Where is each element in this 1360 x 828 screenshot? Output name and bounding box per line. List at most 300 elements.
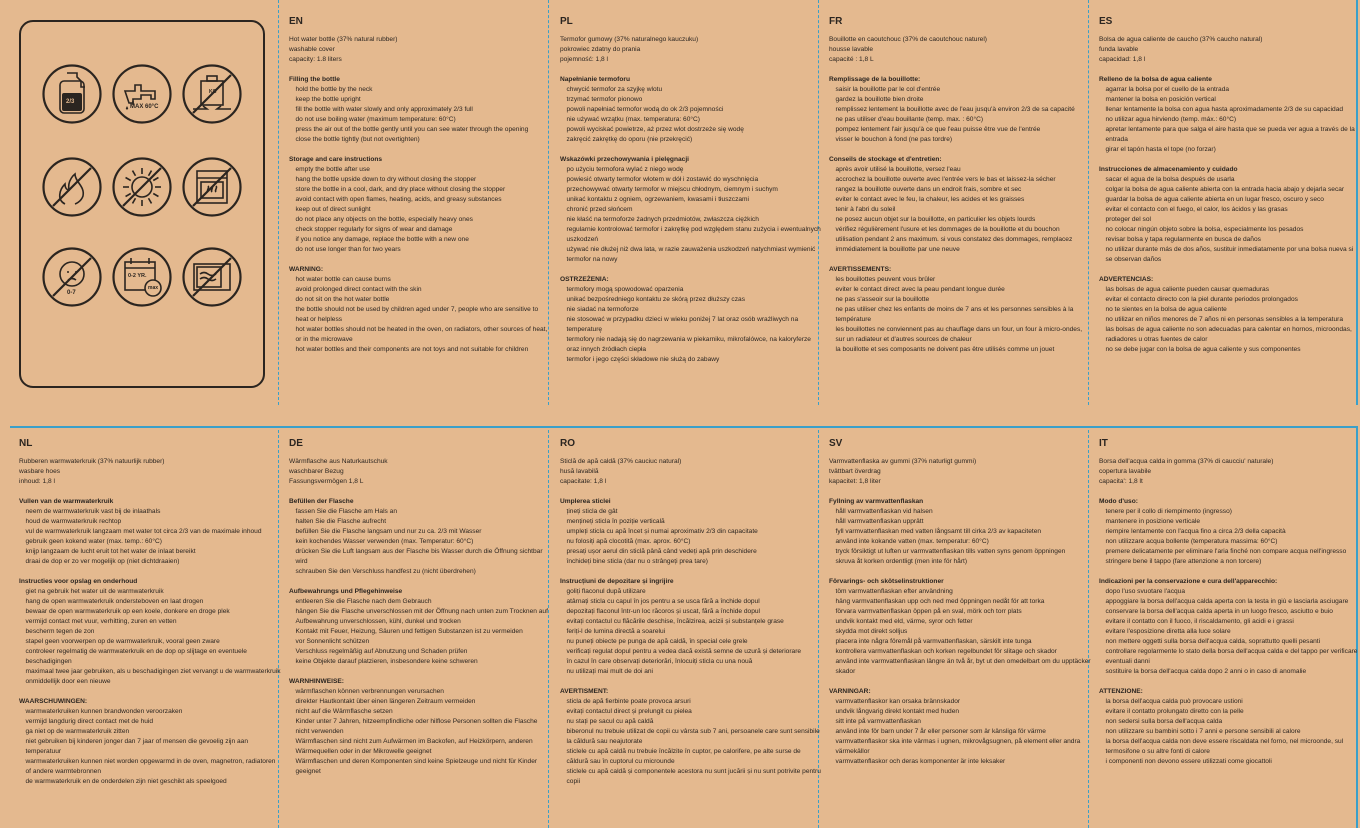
- product-info-line: capacity: 1.8 liters: [289, 56, 342, 63]
- language-code: SV: [829, 438, 843, 449]
- instruction-item: Aufbewahrung unverschlossen, kühl, dunkel und trocken: [295, 618, 461, 625]
- instruction-item: niet gebruiken bij kinderen jonger dan 7 jaar of mensen die gevoelig zijn aan temperatuur: [25, 738, 249, 755]
- instruction-item: placera inte några föremål på varmvattenflaskan, särskilt inte tunga: [835, 638, 1032, 645]
- instruction-item: no utilizar en niños menores de 7 años ni en personas sensibles a la temperatura: [1105, 316, 1344, 323]
- instruction-item: ne posez aucun objet sur la bouillotte, en particulier les objets lourds: [835, 216, 1036, 223]
- instruction-item: Kinder unter 7 Jahren, hitzeempfindliche oder hilflose Personen sollten die Flasche nicht verwenden: [295, 718, 538, 735]
- instruction-item: undvik kontakt med eld, värme, syror och fetter: [835, 618, 973, 625]
- instruction-item: hot water bottles should not be heated in the oven, on radiators, other sources of heat, or in the microwave: [295, 326, 548, 343]
- language-code: RO: [560, 438, 575, 449]
- instruction-item: håll varmvattenflaskan upprätt: [835, 518, 924, 525]
- instruction-item: powiesić otwarty termofor wlotem w dół i zostawić do wyschnięcia: [566, 176, 759, 183]
- instruction-item: vor Sonnenlicht schützen: [295, 638, 370, 645]
- product-info: [560, 457, 822, 487]
- product-info-line: wasbare hoes: [19, 468, 61, 475]
- product-info-line: Hot water bottle (37% natural rubber): [289, 36, 398, 43]
- max-two-years-icon: [111, 246, 173, 308]
- instruction-item: nu folosiți apă clocotită (max. aprox. 60°C): [566, 538, 691, 545]
- instruction-item: unikać kontaktu z ogniem, ogrzewaniem, kwasami i tłuszczami: [566, 196, 750, 203]
- section-heading: Conseils de stockage et d'entretien:: [829, 156, 942, 163]
- instruction-item: varmvattenflaskor kan orsaka brännskador: [835, 698, 961, 705]
- instruction-item: po użyciu termofora wylać z niego wodę: [566, 166, 684, 173]
- product-info-line: copertura lavabile: [1099, 468, 1152, 475]
- instruction-item: termofory nie nadają się do nagrzewania w piekarniku, mikrofalówce, na kaloryferze oraz innych źródłach ciepła: [566, 336, 811, 353]
- instruction-item: do not sit on the hot water bottle: [295, 296, 390, 303]
- language-column-pl: [560, 15, 822, 365]
- instruction-item: controleer regelmatig de warmwaterkruik en de dop op slijtage en eventuele beschadigingen: [25, 648, 247, 665]
- instruction-item: premere delicatamente per eliminare l'aria finché non compare acqua nell'ingresso: [1105, 548, 1347, 555]
- section-heading: Indicazioni per la conservazione e cura dell'apparecchio:: [1099, 578, 1278, 585]
- instruction-item: dopo l'uso svuotare l'acqua: [1105, 588, 1185, 595]
- instruction-item: keep the bottle upright: [295, 96, 361, 103]
- product-info-line: capacita': 1,8 lt: [1099, 478, 1143, 485]
- instruction-item: saisir la bouillotte par le col d'entrée: [835, 86, 941, 93]
- language-column-nl: [19, 437, 281, 787]
- instruction-item: mantenere in posizione verticale: [1105, 518, 1201, 525]
- language-column-fr: [829, 15, 1091, 355]
- product-info: [289, 457, 551, 487]
- instruction-item: visser le bouchon à fond (ne pas tordre): [835, 136, 953, 143]
- section-heading: VARNINGAR:: [829, 688, 871, 695]
- instruction-item: închideți bine sticla (dar nu o strângeți prea tare): [566, 558, 708, 565]
- instruction-item: knijp langzaam de lucht eruit tot het water de inlaat bereikt: [25, 548, 196, 555]
- section-heading: Instrucțiuni de depozitare și îngrijire: [560, 578, 674, 585]
- product-info-line: capacidad: 1,8 l: [1099, 56, 1146, 63]
- product-info-line: Fassungsvermögen 1,8 L: [289, 478, 364, 485]
- instruction-item: check stopper regularly for signs of wear and damage: [295, 226, 453, 233]
- instruction-item: tenere per il collo di riempimento (ingresso): [1105, 508, 1232, 515]
- instruction-item: schrauben Sie den Verschluss handfest zu (nicht überdrehen): [295, 568, 476, 575]
- instruction-item: appoggiare la borsa dell'acqua calda aperta con la testa in giù e lasciarla asciugare: [1105, 598, 1349, 605]
- language-code: PL: [560, 16, 573, 27]
- instruction-section: [289, 155, 551, 255]
- product-info-line: pokrowiec zdatny do prania: [560, 46, 641, 53]
- instruction-item: do not use boiling water (maximum temperature: 60°C): [295, 116, 456, 123]
- instruction-item: la borsa dell'acqua calda può provocare ustioni: [1105, 698, 1243, 705]
- language-code: NL: [19, 438, 33, 449]
- instruction-item: hold the bottle by the neck: [295, 86, 373, 93]
- fold-line-dashed: [278, 0, 279, 405]
- section-heading: WARNING:: [289, 266, 324, 273]
- instruction-item: varmvattenflaskor ska inte värmas i ugnen, mikrovågsugnen, på element eller andra värmekällor: [835, 738, 1081, 755]
- instruction-item: Verschluss regelmäßig auf Abnutzung und Schaden prüfen: [295, 648, 468, 655]
- instruction-section: [560, 75, 822, 145]
- instruction-item: sacar el agua de la bolsa después de usarla: [1105, 176, 1235, 183]
- instruction-item: fassen Sie die Flasche am Hals an: [295, 508, 398, 515]
- icon-label: MAX 60°C: [130, 104, 159, 110]
- instruction-item: în cazul în care observați deteriorări, înlocuiți sticla cu una nouă: [566, 658, 753, 665]
- instruction-item: stringere bene il tappo (fare attenzione a non torcere): [1105, 558, 1262, 565]
- instruction-item: chronić przed słońcem: [566, 206, 633, 213]
- instruction-item: kontrollera varmvattenflaskan och korken regelbundet för slitage och skador: [835, 648, 1057, 655]
- instruction-item: stapel geen voorwerpen op de warmwaterkruik, vooral geen zware: [25, 638, 220, 645]
- instruction-item: no utilizar agua hirviendo (temp. máx.: 60°C): [1105, 116, 1237, 123]
- instruction-item: wärmflaschen können verbrennungen verursachen: [295, 688, 444, 695]
- section-heading: Filling the bottle: [289, 76, 340, 83]
- instruction-item: häng varmvattenflaskan upp och ned med öppningen nedåt för att torka: [835, 598, 1045, 605]
- instruction-item: nie używać wrzątku (max. temperatura: 60°C): [566, 116, 700, 123]
- instruction-item: bewaar de open warmwaterkruik op een koele, donkere en droge plek: [25, 608, 230, 615]
- instruction-item: termofor i jego części składowe nie służą do zabawy: [566, 356, 720, 363]
- instruction-item: store the bottle in a cool, dark, and dry place without closing the stopper: [295, 186, 506, 193]
- instruction-item: använd inte varmvattenflaskan längre än två år, byt ut den omedelbart om du upptäcker skador: [835, 658, 1091, 675]
- instruction-item: mantener la bolsa en posición vertical: [1105, 96, 1216, 103]
- instruction-section: [1099, 275, 1360, 355]
- instruction-item: eviter le contact avec le feu, la chaleur, les acides et les graisses: [835, 196, 1025, 203]
- instruction-item: colgar la bolsa de agua caliente abierta con la entrada hacia abajo y dejarla secar: [1105, 186, 1345, 193]
- section-heading: WARNHINWEISE:: [289, 678, 344, 685]
- instruction-item: girar el tapón hasta el tope (no forzar): [1105, 146, 1216, 153]
- instruction-item: la bouillotte et ses composants ne doivent pas être utilisés comme un jouet: [835, 346, 1055, 353]
- product-info-line: capacitate: 1,8 l: [560, 478, 607, 485]
- instruction-item: använd inte för barn under 7 år eller personer som är känsliga för värme: [835, 728, 1046, 735]
- instruction-item: non mettere oggetti sulla borsa dell'acqua calda, soprattutto quelli pesanti: [1105, 638, 1321, 645]
- instruction-section: [1099, 687, 1360, 767]
- instruction-item: accrochez la bouillotte ouverte avec l'entrée vers le bas et laissez-la sécher: [835, 176, 1056, 183]
- instruction-item: förvara varmvattenflaskan öppen på en sval, mörk och torr plats: [835, 608, 1022, 615]
- instruction-section: [1099, 577, 1360, 677]
- product-info: [1099, 35, 1360, 65]
- icon-label: max: [148, 285, 159, 291]
- instruction-item: presați ușor aerul din sticlă până când vedeți apă prin deschidere: [566, 548, 757, 555]
- instruction-section: [1099, 75, 1360, 155]
- instruction-item: apretar lentamente para que salga el aire hasta que se pueda ver agua a través de la entrada: [1105, 126, 1355, 143]
- instruction-item: hängen Sie die Flasche unverschlossen mit der Öffnung nach unten zum Trocknen auf: [295, 608, 548, 615]
- instruction-item: ne pas s'asseoir sur la bouillotte: [835, 296, 930, 303]
- instruction-item: nu stați pe sacul cu apă caldă: [566, 718, 654, 725]
- instruction-section: [829, 497, 1091, 567]
- product-info-line: capacité : 1,8 L: [829, 56, 874, 63]
- instruction-item: les bouillottes ne conviennent pas au chauffage dans un four, un four à micro-ondes, sur un radiateur et d'autres sources de chaleur: [835, 326, 1083, 343]
- instruction-item: après avoir utilisé la bouillotte, versez l'eau: [835, 166, 961, 173]
- instruction-item: evitați contactul direct și prelungit cu pielea: [566, 708, 692, 715]
- instruction-item: the bottle should not be used by children aged under 7, people who are sensitive to heat or helpless: [295, 306, 539, 323]
- instruction-item: keep out of direct sunlight: [295, 206, 371, 213]
- language-code: FR: [829, 16, 843, 27]
- instruction-section: [289, 75, 551, 145]
- product-info-line: Rubberen warmwaterkruik (37% natuurlijk rubber): [19, 458, 165, 465]
- product-info-line: Wärmflasche aus Naturkautschuk: [289, 458, 388, 465]
- section-heading: AVERTISMENT:: [560, 688, 609, 695]
- section-heading: ATTENZIONE:: [1099, 688, 1143, 695]
- product-info-line: Varmvattenflaska av gummi (37% naturligt gummi): [829, 458, 977, 465]
- instruction-item: les bouillottes peuvent vous brûler: [835, 276, 936, 283]
- instruction-item: skydda mot direkt solljus: [835, 628, 908, 635]
- instruction-item: las bolsas de agua caliente no son adecuadas para calentar en hornos, microondas, radiadores u otras fuentes de calor: [1105, 326, 1352, 343]
- product-info: [289, 35, 551, 65]
- product-info-line: Bolsa de agua caliente de caucho (37% caucho natural): [1099, 36, 1263, 43]
- instruction-item: håll varmvattenflaskan vid halsen: [835, 508, 933, 515]
- language-column-ro: [560, 437, 822, 787]
- instruction-item: gebruik geen kokend water (max. temp.: 60°C): [25, 538, 162, 545]
- product-info: [1099, 457, 1360, 487]
- instruction-item: evitați contactul cu flăcările deschise, încălzirea, acizii și substanțele grase: [566, 618, 784, 625]
- instruction-item: nie kłaść na termoforze żadnych przedmiotów, zwłaszcza ciężkich: [566, 216, 759, 223]
- section-heading: Modo d'uso:: [1099, 498, 1138, 505]
- instruction-item: non utilizzare su bambini sotto i 7 anni e persone sensibili al calore: [1105, 728, 1301, 735]
- instruction-item: no utilizar durante más de dos años, sustituir inmediatamente por una bolsa nueva si se observan daños: [1105, 246, 1354, 263]
- instruction-item: close the bottle tightly (but not overtighten): [295, 136, 420, 143]
- instruction-item: utilisation pendant 2 ans maximum. si vous constatez des dommages, remplacez immédiatement la bouillotte par une neuve: [835, 236, 1073, 253]
- instruction-item: ne pas utiliser d'eau bouillante (temp. max. : 60°C): [835, 116, 984, 123]
- instruction-item: agarrar la bolsa por el cuello de la entrada: [1105, 86, 1230, 93]
- instruction-section: [560, 577, 822, 677]
- instruction-item: przechowywać otwarty termofor w miejscu chłodnym, ciemnym i suchym: [566, 186, 778, 193]
- instruction-item: nie siadać na termoforze: [566, 306, 639, 313]
- instruction-item: vermijd langdurig direct contact met de huid: [25, 718, 154, 725]
- section-heading: Instructies voor opslag en onderhoud: [19, 578, 138, 585]
- no-microwave-icon: [181, 246, 243, 308]
- section-heading: Instrucciones de almacenamiento y cuidado: [1099, 166, 1238, 173]
- language-column-de: [289, 437, 551, 777]
- instruction-item: nu puneți obiecte pe punga de apă caldă, în special cele grele: [566, 638, 748, 645]
- no-heavy-weight-icon: [181, 63, 243, 125]
- section-heading: Wskazówki przechowywania i pielęgnacji: [560, 156, 689, 163]
- instruction-item: rangez la bouillotte ouverte dans un endroit frais, sombre et sec: [835, 186, 1022, 193]
- instruction-item: conservare la borsa dell'acqua calda aperta in un luogo fresco, asciutto e buio: [1105, 608, 1333, 615]
- instruction-item: zakręcić zakrętkę do oporu (nie przekręcić): [566, 136, 693, 143]
- icon-label: 2/3: [66, 99, 75, 105]
- instruction-item: las bolsas de agua caliente pueden causar quemaduras: [1105, 286, 1269, 293]
- instruction-item: gardez la bouillotte bien droite: [835, 96, 924, 103]
- instruction-item: halten Sie die Flasche aufrecht: [295, 518, 387, 525]
- instruction-item: vermijd contact met vuur, verhitting, zuren en vetten: [25, 618, 177, 625]
- instruction-item: avoid contact with open flames, heating, acids, and greasy substances: [295, 196, 502, 203]
- instruction-item: vul de warmwaterkruik langzaam met water tot circa 2/3 van de maximale inhoud: [25, 528, 262, 535]
- instruction-item: feriți-l de lumina directă a soarelui: [566, 628, 666, 635]
- instruction-section: [829, 577, 1091, 677]
- instruction-item: tenir à l'abri du soleil: [835, 206, 896, 213]
- instruction-item: biberonul nu trebuie utilizat de copii cu vârsta sub 7 ani, persoanele care sunt sensibile la căldură sau neajutorate: [566, 728, 820, 745]
- instruction-item: töm varmvattenflaskan efter användning: [835, 588, 953, 595]
- product-info-line: pojemność: 1,8 l: [560, 56, 609, 63]
- language-code: DE: [289, 438, 303, 449]
- instruction-item: varmvattenflaskor och deras komponenter är inte leksaker: [835, 758, 1006, 765]
- instruction-item: sostituire la borsa dell'acqua calda dopo 2 anni o in caso di anomalie: [1105, 668, 1307, 675]
- instruction-section: [289, 265, 551, 355]
- instruction-item: evitare il contatto prolungato diretto con la pelle: [1105, 708, 1244, 715]
- instruction-item: bescherm tegen de zon: [25, 628, 95, 635]
- instruction-item: hot water bottles and their components are not toys and not suitable for children: [295, 346, 529, 353]
- no-oven-icon: [181, 156, 243, 218]
- instruction-item: mențineți sticla în poziție verticală: [566, 518, 665, 525]
- instruction-item: press the air out of the bottle gently until you can see water through the opening: [295, 126, 529, 133]
- language-column-en: [289, 15, 551, 355]
- instruction-item: warmwaterkruiken kunnen niet worden opgewarmd in de oven, magnetron, radiatoren of andere warmtebronnen: [25, 758, 276, 775]
- instruction-section: [829, 265, 1091, 355]
- instruction-item: guardar la bolsa de agua caliente abierta en un lugar fresco, oscuro y seco: [1105, 196, 1324, 203]
- product-info: [560, 35, 822, 65]
- instruction-section: [560, 155, 822, 265]
- instruction-item: llenar lentamente la bolsa con agua hasta aproximadamente 2/3 de su capacidad: [1105, 106, 1344, 113]
- cut-line: [10, 426, 1358, 428]
- no-sunlight-icon: [111, 156, 173, 218]
- section-heading: Förvarings- och skötselinstruktioner: [829, 578, 944, 585]
- product-info-line: husă lavabilă: [560, 468, 599, 475]
- instruction-item: kein kochendes Wasser verwenden (max. Temperatur: 60°C): [295, 538, 474, 545]
- instruction-item: no te sientes en la bolsa de agua caliente: [1105, 306, 1227, 313]
- section-heading: Remplissage de la bouillotte:: [829, 76, 921, 83]
- instruction-item: befüllen Sie die Flasche langsam und nur zu ca. 2/3 mit Wasser: [295, 528, 482, 535]
- section-heading: WAARSCHUWINGEN:: [19, 698, 88, 705]
- instruction-item: sticlele cu apă caldă și componentele acestora nu sunt jucării și nu sunt potrivite pentru copii: [566, 768, 821, 785]
- instruction-section: [829, 687, 1091, 767]
- instruction-item: atârnați sticla cu capul în jos pentru a se usca fără a închide dopul: [566, 598, 760, 605]
- product-info-line: housse lavable: [829, 46, 873, 53]
- no-children-icon: [41, 246, 103, 308]
- instruction-item: sitt inte på varmvattenflaskan: [835, 718, 921, 725]
- instruction-item: giet na gebruik het water uit de warmwaterkruik: [25, 588, 164, 595]
- instruction-item: använd inte kokande vatten (max. temperatur: 60°C): [835, 538, 989, 545]
- instruction-item: vérifiez régulièrement l'usure et les dommages de la bouillotte et du bouchon: [835, 226, 1060, 233]
- section-heading: Relleno de la bolsa de agua caliente: [1099, 76, 1212, 83]
- section-heading: OSTRZEŻENIA:: [560, 276, 609, 283]
- instruction-section: [19, 577, 281, 687]
- language-code: IT: [1099, 438, 1108, 449]
- instruction-item: depozitați flaconul într-un loc răcoros și uscat, fără a închide dopul: [566, 608, 761, 615]
- instruction-item: powoli wyciskać powietrze, aż przez wlot dostrzeże się wodę: [566, 126, 744, 133]
- instruction-item: sticla de apă fierbinte poate provoca arsuri: [566, 698, 691, 705]
- section-heading: Aufbewahrungs und Pflegehinweise: [289, 588, 403, 595]
- section-heading: Napełnianie termoforu: [560, 76, 630, 83]
- instruction-section: [289, 497, 551, 577]
- instruction-section: [1099, 497, 1360, 567]
- instruction-section: [829, 155, 1091, 255]
- instruction-item: sticlele cu apă caldă nu trebuie încălzite în cuptor, pe calorifere, pe alte surse de căldură sau în cuptorul cu microunde: [566, 748, 801, 765]
- instruction-item: skruva åt korken ordentligt (men inte för hårt): [835, 558, 968, 565]
- instruction-item: maximaal twee jaar gebruiken, als u beschadigingen ziet vervangt u de warmwaterkruik onmiddellijk door een nieuwe: [25, 668, 281, 685]
- instruction-item: do not place any objects on the bottle, especially heavy ones: [295, 216, 473, 223]
- product-info: [829, 35, 1091, 65]
- language-code: EN: [289, 16, 303, 27]
- product-info-line: washable cover: [289, 46, 335, 53]
- instruction-item: no se debe jugar con la bolsa de agua caliente y sus componentes: [1105, 346, 1301, 353]
- product-info: [19, 457, 281, 487]
- instruction-item: hot water bottle can cause burns: [295, 276, 391, 283]
- instruction-item: keine Objekte darauf platzieren, insbesondere keine schweren: [295, 658, 478, 665]
- product-info-line: Sticlă de apă caldă (37% cauciuc natural): [560, 458, 682, 465]
- instruction-item: revisar bolsa y tapa regularmente en busca de daños: [1105, 236, 1261, 243]
- bottle-two-thirds-icon: [41, 63, 103, 125]
- language-column-es: [1099, 15, 1360, 355]
- product-info-line: Borsa dell'acqua calda in gomma (37% di caucciu' naturale): [1099, 458, 1274, 465]
- instruction-item: hang the bottle upside down to dry without closing the stopper: [295, 176, 477, 183]
- instruction-item: Kontakt mit Feuer, Heizung, Säuren und fettigen Substanzen ist zu vermeiden: [295, 628, 523, 635]
- section-heading: Befüllen der Flasche: [289, 498, 354, 505]
- instruction-item: ne pas utiliser chez les enfants de moins de 7 ans et les personnes sensibles à la température: [835, 306, 1074, 323]
- product-info-line: inhoud: 1,8 l: [19, 478, 55, 485]
- instruction-item: proteger del sol: [1105, 216, 1151, 223]
- instruction-item: non utilizzare acqua bollente (temperatura massima: 60°C): [1105, 538, 1278, 545]
- instruction-item: Wärmflaschen sind nicht zum Aufwärmen im Backofen, auf Heizkörpern, anderen Wärmequellen oder in der Mikrowelle geeignet: [295, 738, 533, 755]
- instruction-section: [560, 275, 822, 365]
- language-code: ES: [1099, 16, 1113, 27]
- instruction-item: fyll varmvattenflaskan med vatten långsamt till cirka 2/3 av kapaciteten: [835, 528, 1042, 535]
- instruction-item: evitar el contacto directo con la piel durante periodos prolongados: [1105, 296, 1298, 303]
- instruction-item: entleeren Sie die Flasche nach dem Gebrauch: [295, 598, 432, 605]
- instruction-item: de warmwaterkruik en de onderdelen zijn niet geschikt als speelgoed: [25, 778, 227, 785]
- section-heading: Umplerea sticlei: [560, 498, 611, 505]
- product-info: [829, 457, 1091, 487]
- instruction-item: unikać bezpośredniego kontaktu ze skórą przez dłuższy czas: [566, 296, 745, 303]
- instruction-item: pompez lentement l'air jusqu'à ce que l'eau puisse être vue de l'entrée: [835, 126, 1041, 133]
- instruction-item: używać nie dłużej niż dwa lata, w razie zauważenia uszkodzeń natychmiast wymienić termofor na nowy: [566, 246, 816, 263]
- language-column-sv: [829, 437, 1091, 767]
- product-info-line: Bouillotte en caoutchouc (37% de caoutchouc naturel): [829, 36, 987, 43]
- instruction-item: houd de warmwaterkruik rechtop: [25, 518, 122, 525]
- instruction-item: if you notice any damage, replace the bottle with a new one: [295, 236, 469, 243]
- instruction-item: warmwaterkruiken kunnen brandwonden veroorzaken: [25, 708, 183, 715]
- icon-label: KG: [209, 89, 217, 95]
- instruction-item: drücken Sie die Luft langsam aus der Flasche bis Wasser durch die Öffnung sichtbar wird: [295, 548, 543, 565]
- instruction-item: direkter Hautkontakt über einen längeren Zeitraum vermeiden: [295, 698, 476, 705]
- instruction-item: draai de dop er zo ver mogelijk op (niet dichtdraaien): [25, 558, 180, 565]
- instruction-section: [289, 587, 551, 667]
- instruction-item: evitare l'esposizione diretta alla luce solare: [1105, 628, 1231, 635]
- instruction-item: Wärmflaschen und deren Komponenten sind keine Spielzeuge und nicht für Kinder geeignet: [295, 758, 538, 775]
- tap-max-temperature-icon: [111, 63, 173, 125]
- instruction-item: evitare il contatto con il fuoco, il riscaldamento, gli acidi e i grassi: [1105, 618, 1294, 625]
- instruction-item: no colocar ningún objeto sobre la bolsa, especialmente los pesados: [1105, 226, 1304, 233]
- icon-label: 0-2 YR.: [128, 273, 147, 279]
- instruction-section: [829, 75, 1091, 145]
- instruction-item: i componenti non devono essere utilizzati come giocattoli: [1105, 758, 1272, 765]
- instruction-item: termofory mogą spowodować oparzenia: [566, 286, 684, 293]
- instruction-section: [19, 697, 281, 787]
- instruction-item: neem de warmwaterkruik vast bij de inlaathals: [25, 508, 161, 515]
- product-info-line: funda lavable: [1099, 46, 1139, 53]
- product-info-line: Termofor gumowy (37% naturalnego kauczuku): [560, 36, 699, 43]
- instruction-section: [19, 497, 281, 567]
- product-info-line: tvättbart överdrag: [829, 468, 881, 475]
- instruction-item: hang de open warmwaterkruik ondersteboven en laat drogen: [25, 598, 204, 605]
- instruction-item: tryck försiktigt ut luften ur varmvattenflaskan tills vatten syns genom öppningen: [835, 548, 1066, 555]
- instruction-item: undvik långvarig direkt kontakt med huden: [835, 708, 960, 715]
- instruction-section: [1099, 165, 1360, 265]
- instruction-item: remplissez lentement la bouillotte avec de l'eau jusqu'à environ 2/3 de sa capacité: [835, 106, 1075, 113]
- instruction-section: [560, 687, 822, 787]
- instruction-item: țineți sticla de gât: [566, 508, 618, 515]
- instruction-section: [560, 497, 822, 567]
- instruction-item: evitar el contacto con el fuego, el calor, los ácidos y las grasas: [1105, 206, 1288, 213]
- product-info-line: waschbarer Bezug: [289, 468, 344, 475]
- instruction-item: chwycić termofor za szyjkę wlotu: [566, 86, 663, 93]
- icon-label: 0-7: [67, 290, 76, 296]
- section-heading: Storage and care instructions: [289, 156, 383, 163]
- instruction-item: riempire lentamente con l'acqua fino a circa 2/3 della capacità: [1105, 528, 1286, 535]
- instruction-item: umpleți sticla cu apă încet și numai aproximativ 2/3 din capacitate: [566, 528, 758, 535]
- no-fire-icon: [41, 156, 103, 218]
- instruction-item: fill the bottle with water slowly and only approximately 2/3 full: [295, 106, 473, 113]
- instruction-item: avoid prolonged direct contact with the skin: [295, 286, 422, 293]
- instruction-item: empty the bottle after use: [295, 166, 370, 173]
- instruction-item: la borsa dell'acqua calda non deve essere riscaldata nel forno, nel microonde, sul termosifone o su altre fonti di calore: [1105, 738, 1344, 755]
- instruction-item: do not use longer than for two years: [295, 246, 401, 253]
- instruction-item: controllare regolarmente lo stato della borsa dell'acqua calda e del tappo per verificare eventuali danni: [1105, 648, 1358, 665]
- section-heading: AVERTISSEMENTS:: [829, 266, 892, 273]
- instruction-item: nie stosować w przypadku dzieci w wieku poniżej 7 lat oraz osób wrażliwych na temperaturę: [566, 316, 799, 333]
- section-heading: Fyllning av varmvattenflaskan: [829, 498, 924, 505]
- section-heading: Vullen van de warmwaterkruik: [19, 498, 114, 505]
- language-column-it: [1099, 437, 1360, 767]
- instruction-item: goliți flaconul după utilizare: [566, 588, 646, 595]
- instruction-item: regularnie kontrolować termofor i zakrętkę pod względem stanu zużycia i ewentualnych uszkodzeń: [566, 226, 821, 243]
- instruction-item: nicht auf die Wärmflasche setzen: [295, 708, 393, 715]
- section-heading: ADVERTENCIAS:: [1099, 276, 1154, 283]
- instruction-item: trzymać termofor pionowo: [566, 96, 643, 103]
- instruction-item: powoli napełniać termofor wodą do ok 2/3 pojemności: [566, 106, 724, 113]
- instruction-item: eviter le contact direct avec la peau pendant longue durée: [835, 286, 1005, 293]
